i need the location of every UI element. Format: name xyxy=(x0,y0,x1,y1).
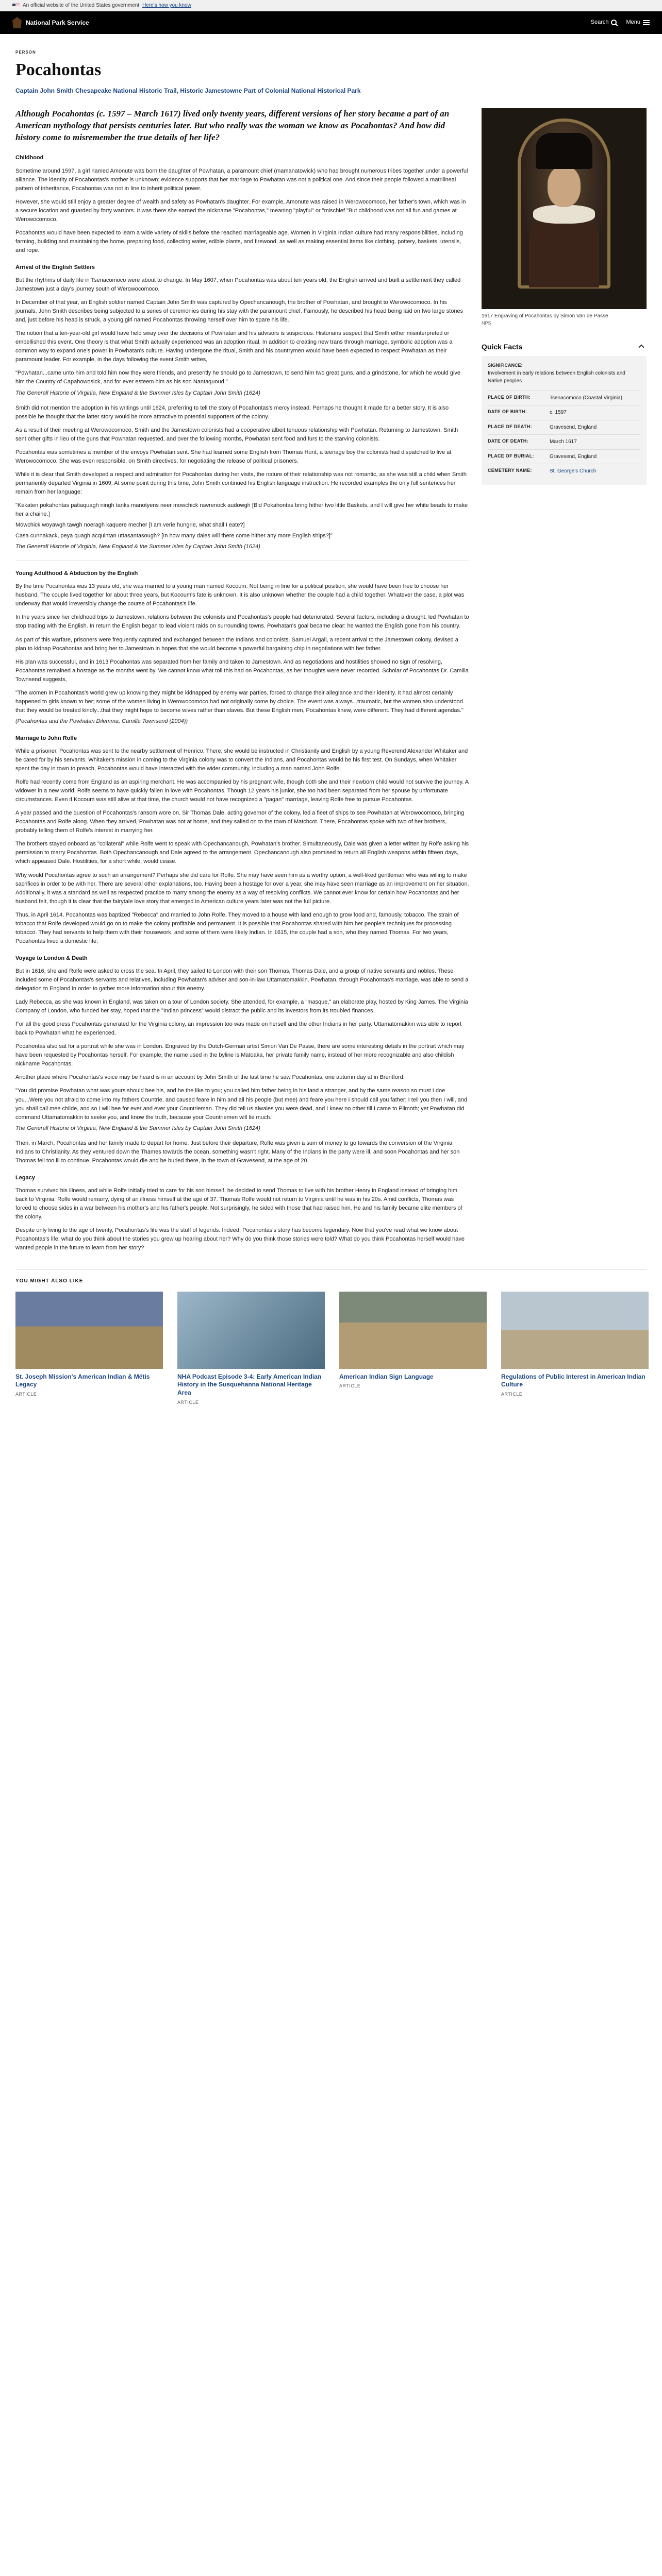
hamburger-menu-icon xyxy=(643,20,650,25)
menu-button-label: Menu xyxy=(626,19,640,26)
related-article-title[interactable]: American Indian Sign Language xyxy=(339,1372,434,1380)
related-article-image[interactable] xyxy=(177,1292,325,1369)
content-type-kicker: PERSON xyxy=(15,50,36,55)
portrait-credit: NPS xyxy=(482,320,491,326)
quote-text: "You did promise Powhatan what was yours should bee his, and he the like to you; you called him father being in his land a stranger, and by the same reason so must I doe you...Were you not afraid to come into my fathers Countrie, and caused feare in him and all his people (but mee) and feare you here I should call you father; I tell you then I will, and you shall call mee childe, and so I will bee for ever and ever your Countrieman. They did tell us alwaies you were dead, and I knew no other till I came to Plimoth; yet Powhatan did command Uttamatomakkin to seeke you, and know the truth, because your Countriemen will lie much." xyxy=(15,1088,468,1121)
portrait-face xyxy=(548,166,581,207)
quick-fact-value: March 1617 xyxy=(550,439,577,445)
gov-banner-text: An official website of the United States government xyxy=(23,3,140,9)
quick-facts-toggle[interactable] xyxy=(482,338,647,356)
us-flag-icon xyxy=(12,4,20,8)
significance-label: SIGNIFICANCE: xyxy=(488,362,523,368)
section-heading-marriage: Marriage to John Rolfe xyxy=(15,735,77,741)
quote-text: "The women in Pocahontas's world grew up knowing they might be kidnapped by enemy war parties, forced to change their allegiance and their identity. It had almost certainly happened to girls known to her; some of the women living in Werowocomoco had not originally come by choice. The event was always...traumatic, but the women also understood that they would be treated kindly...that they might hope to become wives rather than slaves. But these English men, Pocahontas knew, were different. They had different agendas." xyxy=(15,689,464,714)
related-article-title[interactable]: Regulations of Public Interest in American Indian Culture xyxy=(501,1372,646,1388)
quote-text: Casa cunnakack, peya quagh acquintan uttasantasough? [In how many daies will there come hither any more English ships?]" xyxy=(15,533,333,539)
paragraph: Then, in March, Pocahontas and her family made to depart for home. Just before their departure, Rolfe was given a sum of money to go towards the conversion of the Virginia Indians to Christianity. As they ventured down the Thames towards the ocean, something wasn't right. Many of the Indians in the party were ill, and soon Pocahontas and her son Thomas fell too ill to continue. Pocahontas would die and be buried there, in the town of Gravesend, at the age of 20. xyxy=(15,1140,460,1164)
related-article-card[interactable] xyxy=(15,1292,163,1406)
quick-fact-value xyxy=(550,467,640,476)
quick-facts-title: Quick Facts xyxy=(482,343,523,351)
blockquote xyxy=(15,369,469,397)
paragraph: Pocahontas would have been expected to learn a wide variety of skills before she reached marriageable age. Women in Virginia Indian culture had many responsibilities, including farming, building and maintaining the home, preparing food, collecting water, edible plants, and firewood, as well as making essential items like clothing, pottery, baskets, utensils, and rope. xyxy=(15,229,463,253)
quick-fact-key: DATE OF DEATH: xyxy=(488,438,528,444)
paragraph: Smith did not mention the adoption in his writings until 1624, preferring to tell the story of Pocahontas's mercy instead. Perhaps he thought it made for a better story. It is also possible he thought that the latter story would be more attractive to potential supporters of the colony. xyxy=(15,404,449,420)
quote-text: "Powhatan...came unto him and told him now they were friends, and presently he should go to Jamestown, to send him two great guns, and a grindstone, for which he would give him the Country of Capahowosick, and for ever esteem him as his son Nantaquoud." xyxy=(15,370,461,385)
paragraph: While a prisoner, Pocahontas was sent to the nearby settlement of Henrico. There, she would be instructed in Christianity and English by a young Reverend Alexander Whitaker and be cared for by his servants. Whitaker's mission in coming to the Virginia colony was to convert the Indians, and Pocahontas would be his first test. On Sundays, when Whitaker spent the day in town to preach, Pocahontas would have interacted with the wider community, including a man named John Rolfe. xyxy=(15,748,468,772)
gov-banner-link[interactable]: Here's how you know xyxy=(142,3,191,9)
portrait-hat xyxy=(536,133,592,169)
paragraph: In the years since her childhood trips to Jamestown, relations between the colonists and Pocahontas's people had deteriorated. Several factors, including a drought, led Powhatan to stop trading with the English. In return the English began to lead violent raids on surrounding towns. Powhatan's goal became clear: he wanted the English gone from his country. xyxy=(15,614,469,630)
paragraph: But in 1616, she and Rolfe were asked to cross the sea. In April, they sailed to London with their son Thomas, Thomas Dale, and a group of native servants and nobles. These included some of Pocahontas's servants and relatives, including Powhatan's adviser and son-in-law Uttamatomakkin. Powhatan, through Pocahontas's marriage, was able to send a delegation to England in order to gather more information about this enemy. xyxy=(15,968,469,992)
related-article-type: ARTICLE xyxy=(339,1383,361,1389)
paragraph: Thomas survived his illness, and while Rolfe initially tried to care for his son himself, he decided to send Thomas to live with his brother Henry in England instead of bringing him back to Virginia. Rolfe would remarry, dying of an illness himself at the age of 37. Thomas Rolfe would not return to Virginia until he was in his 20s. Amid conflicts, Thomas was forced to choose sides in a war between his mother's and his father's people. Not surprisingly, he sided with those that had raised him. He and his family became elite members of the colony. xyxy=(15,1187,462,1221)
park-link-historic-jamestowne[interactable]: Historic Jamestowne Part of Colonial National Historical Park xyxy=(180,87,361,95)
quick-fact-row xyxy=(488,464,640,479)
paragraph: Thus, in April 1614, Pocahontas was baptized "Rebecca" and married to John Rolfe. They moved to a house with land enough to grow food and, famously, tobacco. The strain of tobacco that Rolfe developed would go on to make the colony profitable and permanent. It is possible that Pocahontas shared with him her people's techniques for processing tobacco. They had servants to help them with their housework, and some of them were likely Indian. In 1615, the couple had a son, who they named Thomas. For two years, Pocahontas lived a domestic life. xyxy=(15,911,459,944)
paragraph: Why would Pocahontas agree to such an arrangement? Perhaps she did care for Rolfe. She may have seen him as a worthy option, a well-liked gentleman who was willing to make sacrifices in order to be with her. There are several other explanations, too. Having been a hostage for over a year, she may have seen marriage as an improvement on her situation. Additionally, it was a standard as well as respected practice to marry among the enemy as a way of resolving conflicts. We cannot ever know for certain how Pocahontas and her husband felt, though it is clear that the fairytale love story that emerged in American culture years later was not the full picture. xyxy=(15,872,469,905)
related-article-type: ARTICLE xyxy=(501,1391,523,1397)
gov-banner xyxy=(0,0,662,11)
paragraph: By the time Pocahontas was 13 years old, she was married to a young man named Kocoum. Not being in line for a political position, she would have been free to choose her husband. The couple lived together for about three years, but Kocoum's fate is unknown. It is also unknown whether the couple had a child together. Whatever the case, a plot was underway that would irreversibly change the course of Pocahontas's life. xyxy=(15,583,465,607)
paragraph: Another place where Pocahontas's voice may be heard is in an account by John Smith of the last time he saw Pocahontas, one autumn day at in Brentford: xyxy=(15,1074,405,1081)
quick-fact-value: c. 1597 xyxy=(550,410,567,416)
portrait-lace-collar xyxy=(533,205,595,224)
related-article-card[interactable] xyxy=(501,1292,649,1406)
paragraph: For all the good press Pocahontas generated for the Virginia colony, an impression too was made on herself and the other Indians in her party. Uttamatomakkin was able to report back to Powhatan what he experienced. xyxy=(15,1021,462,1037)
paragraph: Sometime around 1597, a girl named Amonute was born the daughter of Powhatan, a paramount chief (mamanatowick) who had brought numerous tribes together under a powerful alliance. The identity of Pocahontas's mother is unknown; evidence supports that her marriage to Powhatan was not a political one. And since their people followed a matrilineal pattern of inheritance, Pocahontas was not in line to inherit political power. xyxy=(15,167,468,192)
article-body xyxy=(15,108,469,1258)
quick-fact-key: CEMETERY NAME: xyxy=(488,468,532,473)
paragraph: However, she would still enjoy a greater degree of wealth and safety as Powhatan's daughter. For example, Amonute was raised in Werowocomoco, her father's town, which was in a secure location and guarded by forty warriors. It was there she earned the nickname "Pocahontas," meaning "playful" or "mischief."But childhood was not all fun and games at Werowocomoco. xyxy=(15,198,466,223)
paragraph: The brothers stayed onboard as "collateral" while Rolfe went to speak with Opechancanough, Powhatan's brother. Simultaneously, Dale was given a letter written by Rolfe asking his permission to marry Pocahontas. Both Opechancanough and Dale agreed to the arrangement. Opechancanough also promised to return all English weapons within fifteen days, which appeased Dale. Hostilities, for a short while, would cease. xyxy=(15,841,469,865)
paragraph: Pocahontas also sat for a portrait while she was in London. Engraved by the Dutch-German artist Simon Van De Passe, there are some interesting details in the portrait which may have been requested by Pocahontas herself. For example, the name used in the byline is Matoaka, her private family name, instead of her more recognizable and also childish nickname Pocahontas. xyxy=(15,1043,465,1067)
you-might-also-like xyxy=(15,1269,647,1406)
related-article-image[interactable] xyxy=(339,1292,487,1369)
quick-fact-value: Tsenacomoco (Coastal Virginia) xyxy=(550,395,622,401)
section-heading-voyage: Voyage to London & Death xyxy=(15,955,88,961)
search-button[interactable] xyxy=(591,18,617,27)
blockquote xyxy=(15,501,469,551)
paragraph: His plan was successful, and in 1613 Pocahontas was separated from her family and taken to Jamestown. And as negotiations and hostilities showed no sign of resolving, Pocahontas remained a hostage as the months went by. We cannot know what toll this had on Pocahontas, as her thoughts were never recorded. Scholar of Pocahontas Dr. Camilla Townsend suggests, xyxy=(15,658,469,683)
paragraph: As part of this warfare, prisoners were frequently captured and exchanged between the Indians and colonists. Samuel Argall, a recent arrival to the Jamestown colony, devised a plan to kidnap Pocahontas and bring her to Jamestown in hopes that she would become a powerful bargaining chip in negotiations with her father. xyxy=(15,636,458,652)
related-article-title[interactable]: St. Joseph Mission's American Indian & Métis Legacy xyxy=(15,1372,150,1388)
quote-citation: (Pocahontas and the Powhatan Dilemma, Camilla Townsend (2004)) xyxy=(15,718,188,724)
pocahontas-portrait-image[interactable] xyxy=(482,108,647,309)
quick-fact-row xyxy=(488,434,640,449)
site-header xyxy=(0,11,662,34)
park-link-john-smith-trail[interactable]: Captain John Smith Chesapeake National Historic Trail xyxy=(15,87,177,95)
quick-fact-row xyxy=(488,420,640,435)
cemetery-link[interactable]: St. George's Church xyxy=(550,468,597,474)
significance-value: Involvement in early relations between English colonists and Native peoples xyxy=(488,370,625,384)
quick-fact-row xyxy=(488,405,640,420)
related-article-type: ARTICLE xyxy=(15,1391,37,1397)
portrait-body xyxy=(529,221,599,287)
quick-fact-key: PLACE OF BIRTH: xyxy=(488,394,531,400)
related-article-title[interactable]: NHA Podcast Episode 3-4: Early American Indian History in the Susquehanna National Heritage Area xyxy=(177,1372,322,1396)
paragraph: As a result of their meeting at Werowocomoco, Smith and the Jamestown colonists had a cooperative albeit tenuous relationship with Powhatan. Returning to Jamestown, Smith sent other gifts in lieu of the guns that Powhatan requested, and over the following months, Powhatan sent food and furs to the starving colonists. xyxy=(15,427,458,442)
portrait-caption: 1617 Engraving of Pocahontas by Simon Van de Passe xyxy=(482,313,608,319)
section-heading-legacy: Legacy xyxy=(15,1174,35,1181)
paragraph: Pocahontas was sometimes a member of the envoys Powhatan sent. She had learned some English from Thomas Hunt, a teenage boy the colonists had dispatched to live at Werowocomoco. She was even responsible, on Smith directives, for negotiating the release of political prisoners. xyxy=(15,449,452,464)
quick-fact-key: DATE OF BIRTH: xyxy=(488,409,527,415)
paragraph: Despite only living to the age of twenty, Pocahontas's life was the stuff of legends. Indeed, Pocahontas's story has become legendary. Now that you've read what we know about Pocahontas's life, what do you think about the stories you grew up hearing about her? Why do you think those stories were told? What do you think Pocahontas herself would have wanted people in the future to learn from her story? xyxy=(15,1227,465,1251)
quote-citation: The Generall Historie of Virginia, New England & the Summer Isles by Captain John Smith (1624) xyxy=(15,389,260,396)
quick-facts-panel xyxy=(482,356,647,485)
paragraph: Rolfe had recently come from England as an aspiring merchant. He was accompanied by his pregnant wife, though both she and their newborn child would not survive the journey. A widower in a new world, Rolfe seems to have quickly fallen in love with Pocahontas. Though 12 years his junior, she too had been separated from her spouse by unfortunate circumstances. Even if Kocoum was still alive at that time, the church would not have recognized a "pagan" marriage, leaving Rolfe free to pursue Pocahontas. xyxy=(15,779,469,803)
quick-fact-row xyxy=(488,391,640,405)
related-article-type: ARTICLE xyxy=(177,1399,199,1405)
related-article-card[interactable] xyxy=(177,1292,325,1406)
search-button-label: Search xyxy=(590,19,609,26)
paragraph: But the rhythms of daily life in Tsenacomoco were about to change. In May 1607, when Pocahontas was about ten years old, the English arrived and built a settlement they called Jamestown just a day's journey south of Werowocomoco. xyxy=(15,277,461,293)
related-article-image[interactable] xyxy=(15,1292,163,1369)
quick-fact-row xyxy=(488,449,640,464)
search-icon xyxy=(611,20,617,25)
section-heading-childhood: Childhood xyxy=(15,155,44,161)
menu-button[interactable] xyxy=(626,18,650,27)
quick-fact-value: Gravesend, England xyxy=(550,453,597,460)
page-title: Pocahontas xyxy=(15,60,102,80)
quote-text: Mowchick woyawgh tawgh noeragh kaquere mecher [I am verie hungrie, what shall I eate?] xyxy=(15,522,245,529)
paragraph: In December of that year, an English soldier named Captain John Smith was captured by Opechancanough, the brother of Powhatan, and brought to Werowocomoco. In his journals, John Smith describes being subjected to a series of ceremonies during his stay with the paramount chief. Famously, he described his head being laid on two large stones and, just before his head is struck, a young girl named Pocahontas throwing herself over him to spare his life. xyxy=(15,299,464,324)
paragraph: A year passed and the question of Pocahontas's ransom wore on. Sir Thomas Dale, acting governor of the colony, led a fleet of ships to see Powhatan at Werowocomoco, bringing Pocahontas and Rolfe along. When they arrived, Powhatan was not at home, and they sailed on to the town of Matchcot. There, Pocahontas spoke with two of her brothers, probably telling them of Rolfe's interest in marrying her. xyxy=(15,810,465,834)
quote-citation: The Generall Historie of Virginia, New England & the Summer Isles by Captain John Smith (1624) xyxy=(15,544,260,550)
chevron-up-icon xyxy=(638,344,644,350)
paragraph: The notion that a ten-year-old girl would have held sway over the decisions of Powhatan and his advisors is suspicious. Historians suspect that Smith either misinterpreted or embellished this event. One theory is that what Smith actually experienced was an adoption ritual. In addition to creating new trans through marriage, symbolic adoption was a common way to expand one's power in Powhatan's culture. Having undergone the ritual, Smith and his countrymen would have been expected to respect Powhatan as their paramount leader. For example, in the days following the event Smith writes, xyxy=(15,330,453,363)
article-lead: Although Pocahontas (c. 1597 – March 1617) lived only twenty years, different versions of her story became a part of an American mythology that persists centuries later. But who really was the woman we know as Pocahontas? And how did history come to misremember the true details of her life? xyxy=(15,108,450,142)
you-might-also-like-title: YOU MIGHT ALSO LIKE xyxy=(15,1278,84,1284)
quote-text: "Kekaten pokahontas patiaquagh ningh tanks manotyens neer mowchick rawrenock audowgh [Bid Pokahontas bring hither two little Baskets, and I will give her white beads to make her a chaine.] xyxy=(15,502,468,518)
section-heading-arrival: Arrival of the English Settlers xyxy=(15,264,95,270)
paragraph: Lady Rebecca, as she was known in England, was taken on a tour of London society. She attended, for example, a "masque," an elaborate play, hosted by King James. The Virginia Company of London, who funded her stay, hoped that the "Indian princess" would distract the public and its investors from its troubled finances. xyxy=(15,999,468,1014)
related-article-image[interactable] xyxy=(501,1292,649,1369)
paragraph: While it is clear that Smith developed a respect and admiration for Pocahontas during her visits, the nature of their relationship was not romantic, as she was still a child when Smith permanently departed Virginia in 1609. At some point during this time, John Smith continued his English language instruction. He recorded examples the only full sentences her remain from her language: xyxy=(15,471,467,495)
blockquote xyxy=(15,689,469,726)
related-article-card[interactable] xyxy=(339,1292,487,1406)
section-heading-young-adulthood: Young Adulthood & Abduction by the English xyxy=(15,570,138,577)
sidebar xyxy=(482,108,647,1258)
nps-arrowhead-logo-icon[interactable] xyxy=(12,17,22,28)
blockquote xyxy=(15,1087,469,1132)
quick-fact-key: PLACE OF DEATH: xyxy=(488,423,532,429)
related-parks: Captain John Smith Chesapeake National Historic Trail, Historic Jamestowne Part of Colonial National Historical Park xyxy=(15,87,361,95)
quote-citation: The Generall Historie of Virginia, New England & the Summer Isles by Captain John Smith (1624) xyxy=(15,1125,260,1131)
quick-fact-value: Gravesend, England xyxy=(550,424,597,430)
quick-fact-key: PLACE OF BURIAL: xyxy=(488,453,534,459)
agency-name[interactable]: National Park Service xyxy=(26,19,89,26)
